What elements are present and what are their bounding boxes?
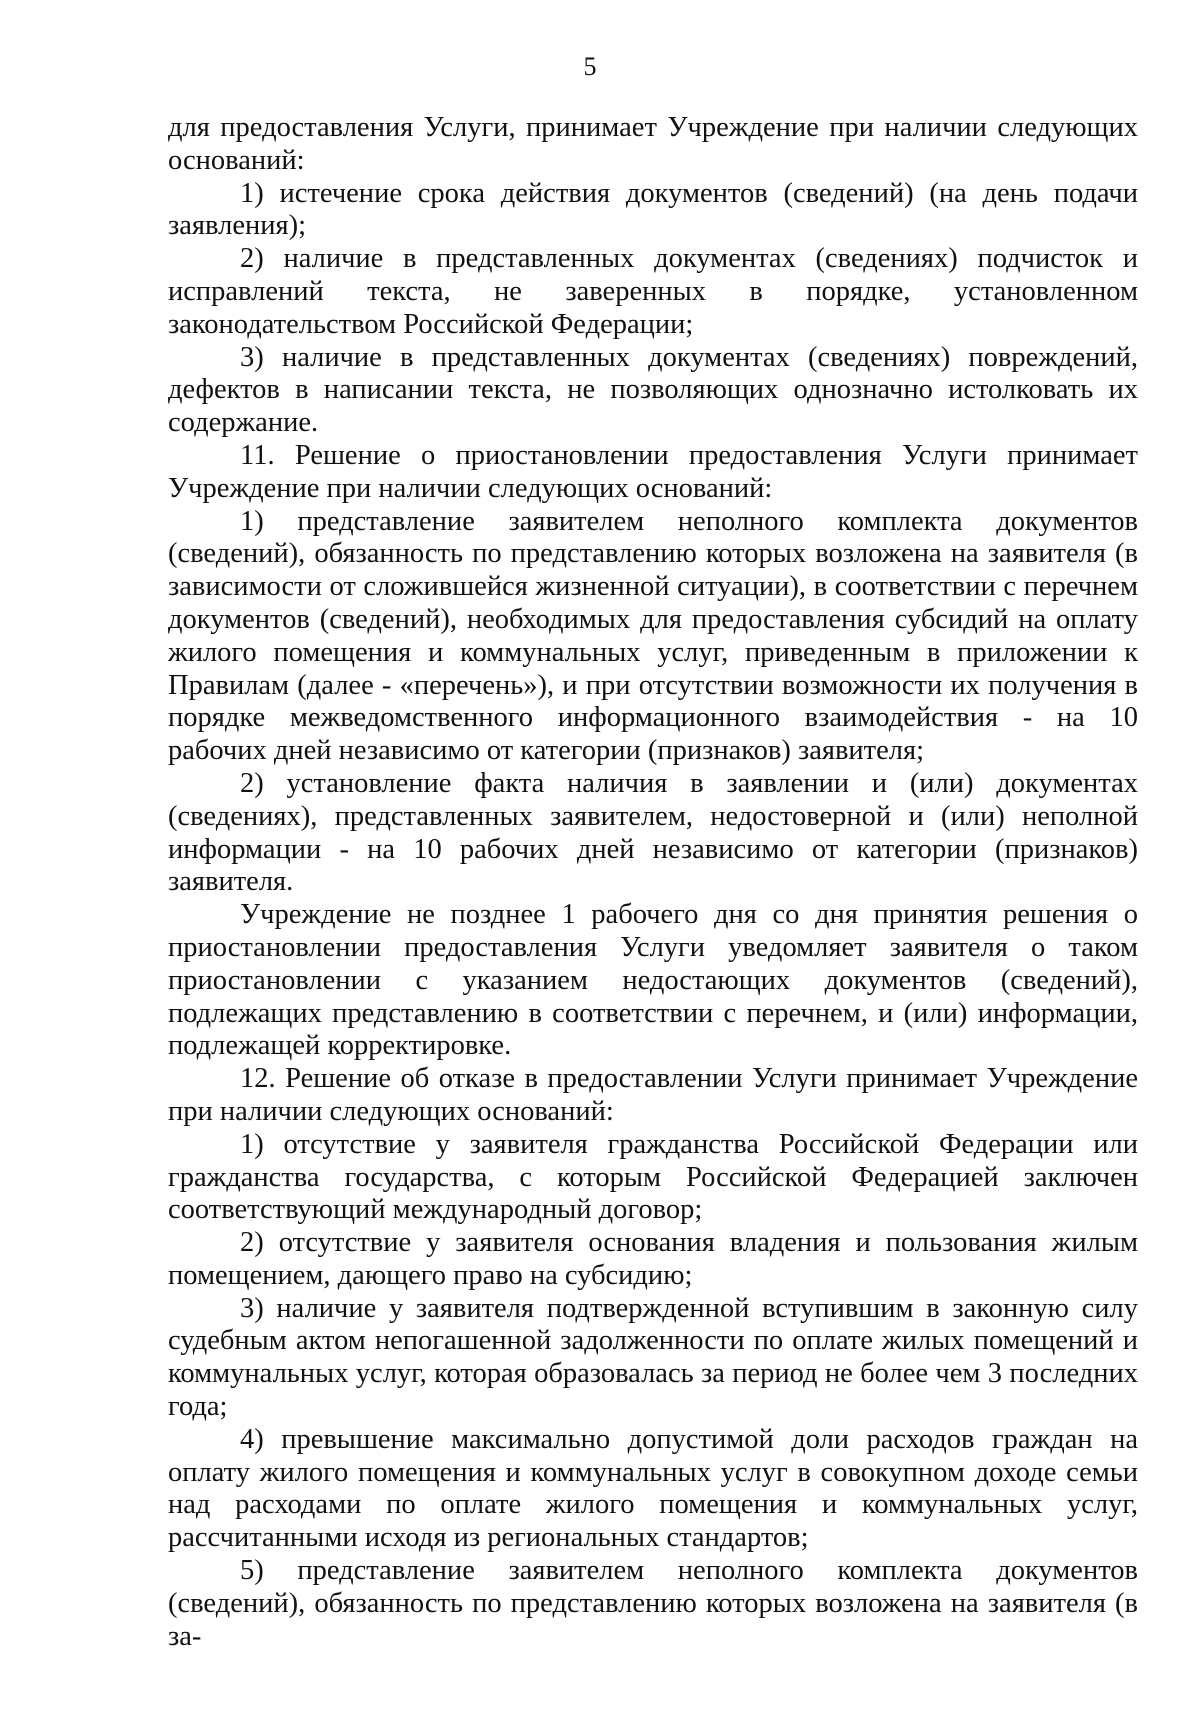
paragraph-item-2: 2) наличие в представленных документах (сведениях) подчисток и исправлений текста, не заверенных в порядке, установленном законодательством Российской Федерации; [168,243,1138,340]
paragraph-section-11-item-1: 1) представление заявителем неполного комплекта документов (сведений), обязанность по представлению которых возложена на заявителя (в зависимости от сложившейся жизненной ситуации), в соответствии с перечнем документов (сведений), необходимых для предоставления субсидий на оплату жилого помещения и коммунальных услуг, приведенным в приложении к Правилам (далее - «перечень»), и при отсутствии возможности их получения в порядке межведомственного информационного взаимодействия - на 10 рабочих дней независимо от категории (признаков) заявителя; [168,505,1138,767]
paragraph-item-3: 3) наличие в представленных документах (сведениях) повреждений, дефектов в написании текста, не позволяющих однозначно истолковать их содержание. [168,341,1138,439]
document-body [168,112,1138,1653]
paragraph-section-11-item-2: 2) установление факта наличия в заявлении и (или) документах (сведениях), представленных заявителем, недостоверной и (или) неполной информации - на 10 рабочих дней независимо от категории (признаков) заявителя. [168,767,1138,898]
paragraph-section-12-item-5: 5) представление заявителем неполного комплекта документов (сведений), обязанность по представлению которых возложена на заявителя (в за- [168,1555,1138,1652]
paragraph-intro: для предоставления Услуги, принимает Учреждение при наличии следующих оснований: [168,112,1138,176]
paragraph-notification: Учреждение не позднее 1 рабочего дня со дня принятия решения о приостановлении предоставления Услуги уведомляет заявителя о таком приостановлении с указанием недостающих документов (сведений), подлежащих представлению в соответствии с перечнем, и (или) информации, подлежащей корректировке. [168,899,1138,1062]
paragraph-section-12-item-2: 2) отсутствие у заявителя основания владения и пользования жилым помещением, дающего право на субсидию; [168,1227,1138,1291]
paragraph-section-11: 11. Решение о приостановлении предоставления Услуги принимает Учреждение при наличии следующих оснований: [168,439,1138,504]
paragraph-section-12: 12. Решение об отказе в предоставлении Услуги принимает Учреждение при наличии следующих оснований: [168,1063,1138,1127]
paragraph-section-12-item-4: 4) превышение максимально допустимой доли расходов граждан на оплату жилого помещения и коммунальных услуг в совокупном доходе семьи над расходами по оплате жилого помещения и коммунальных услуг, рассчитанными исходя из региональных стандартов; [168,1423,1138,1554]
paragraph-item-1: 1) истечение срока действия документов (сведений) (на день подачи заявления); [168,177,1138,242]
page-number: 5 [583,52,597,81]
paragraph-section-12-item-1: 1) отсутствие у заявителя гражданства Российской Федерации или гражданства государства, с которым Российской Федерацией заключен соответствующий международный договор; [168,1128,1138,1226]
paragraph-section-12-item-3: 3) наличие у заявителя подтвержденной вступившим в законную силу судебным актом непогашенной задолженности по оплате жилых помещений и коммунальных услуг, которая образовалась за период не более чем 3 последних года; [168,1292,1138,1423]
